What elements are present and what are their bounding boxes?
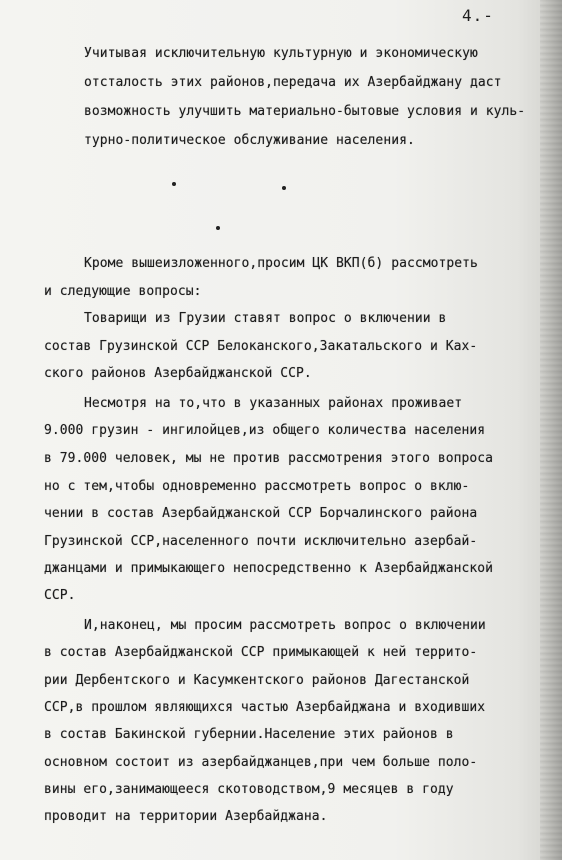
scan-speck [216, 226, 220, 230]
paragraph-1-line-1: Учитывая исключительную культурную и экономическую [84, 46, 478, 61]
paragraph-4-line-1: Несмотря на то,что в указанных районах проживает [84, 396, 463, 411]
paragraph-4-line-6: Грузинской ССР,населенного почти исключительно азербай- [44, 534, 478, 549]
paragraph-4-line-3: в 79.000 человек, мы не против рассмотрения этого вопроса [44, 451, 493, 466]
paragraph-1-line-2: отсталость этих районов,передача их Азербайджану даст [84, 75, 502, 90]
paragraph-1-line-3: возможность улучшить материально-бытовые условия и куль- [84, 104, 526, 119]
scan-speck [172, 182, 176, 186]
scan-speck [282, 186, 286, 190]
paragraph-5-line-8: проводит на территории Азербайджана. [44, 809, 328, 824]
paragraph-2-line-2: и следующие вопросы: [44, 284, 202, 299]
paragraph-5-line-1: И,наконец, мы просим рассмотреть вопрос о включении [84, 618, 486, 633]
paragraph-1-line-4: турно-политическое обслуживание населения. [84, 133, 415, 148]
paragraph-4-line-4: но с тем,чтобы одновременно рассмотреть вопрос о вклю- [44, 479, 470, 494]
paragraph-2-line-1: Кроме вышеизложенного,просим ЦК ВКП(б) рассмотреть [84, 256, 478, 271]
paragraph-4-line-2: 9.000 грузин - ингилойцев,из общего количества населения [44, 423, 486, 438]
paragraph-5-line-2: в состав Азербайджанской ССР примыкающей к ней террито- [44, 645, 478, 660]
scan-edge-shadow [540, 0, 562, 860]
paragraph-5-line-7: вины его,занимающееся скотоводством,9 месяцев в году [44, 782, 454, 797]
paragraph-5-line-3: рии Дербентского и Касумкентского районов Дагестанской [44, 673, 470, 688]
page-number: 4.- [462, 6, 494, 25]
paragraph-5-line-6: основном состоит из азербайджанцев,при чем больше поло- [44, 755, 478, 770]
paragraph-4-line-5: чении в состав Азербайджанской ССР Борчалинского района [44, 506, 478, 521]
paragraph-3-line-1: Товарищи из Грузии ставят вопрос о включении в [84, 311, 447, 326]
paragraph-3-line-2: состав Грузинской ССР Белоканского,Закатальского и Ках- [44, 339, 478, 354]
paragraph-5-line-5: в состав Бакинской губернии.Население этих районов в [44, 727, 454, 742]
paragraph-4-line-8: ССР. [44, 588, 76, 603]
paragraph-4-line-7: джанцами и примыкающего непосредственно к Азербайджанской [44, 561, 493, 576]
paragraph-5-line-4: ССР,в прошлом являющихся частью Азербайджана и входивших [44, 700, 486, 715]
paragraph-3-line-3: ского районов Азербайджанской ССР. [44, 366, 312, 381]
